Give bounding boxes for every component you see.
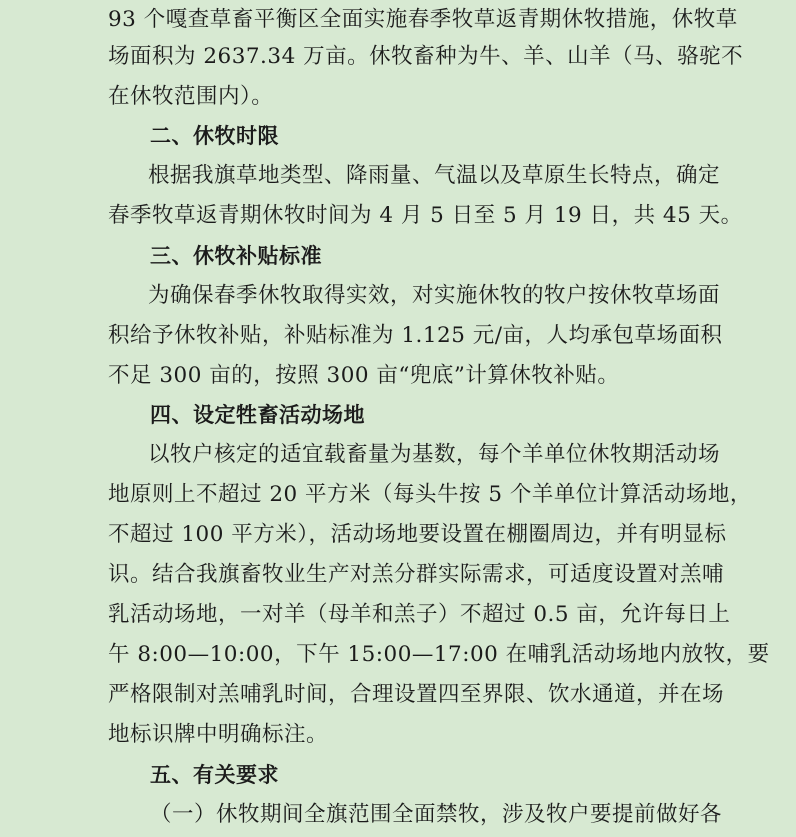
- section-heading-activity-area: 四、设定牲畜活动场地: [150, 403, 365, 427]
- paragraph-line: 识。结合我旗畜牧业生产对羔分群实际需求，可适度设置对羔哺: [108, 562, 725, 587]
- paragraph-line: 根据我旗草地类型、降雨量、气温以及草原生长特点，确定: [148, 163, 721, 188]
- paragraph-line: 乳活动场地，一对羊（母羊和羔子）不超过 0.5 亩，允许每日上: [108, 602, 731, 627]
- paragraph-line: 地标识牌中明确标注。: [108, 722, 329, 747]
- section-heading-subsidy: 三、休牧补贴标准: [150, 244, 322, 268]
- paragraph-line: 场面积为 2637.34 万亩。休牧畜种为牛、羊、山羊（马、骆驼不: [108, 44, 744, 69]
- paragraph-line: 午 8:00—10:00，下午 15:00—17:00 在哺乳活动场地内放牧，要: [108, 642, 770, 667]
- paragraph-line: （一）休牧期间全旗范围全面禁牧，涉及牧户要提前做好各: [150, 802, 723, 827]
- paragraph-line: 不足 300 亩的，按照 300 亩“兜底”计算休牧补贴。: [108, 363, 620, 388]
- paragraph-line: 在休牧范围内）。: [108, 84, 274, 109]
- section-heading-requirements: 五、有关要求: [150, 763, 279, 787]
- section-heading-period: 二、休牧时限: [150, 124, 279, 148]
- paragraph-line: 春季牧草返青期休牧时间为 4 月 5 日至 5 月 19 日，共 45 天。: [108, 203, 743, 228]
- paragraph-line: 以牧户核定的适宜载畜量为基数，每个羊单位休牧期活动场: [148, 442, 721, 467]
- paragraph-line: 地原则上不超过 20 平方米（每头牛按 5 个羊单位计算活动场地，: [108, 482, 752, 507]
- paragraph-line: 不超过 100 平方米），活动场地要设置在棚圈周边，并有明显标: [108, 522, 727, 547]
- paragraph-line: 积给予休牧补贴，补贴标准为 1.125 元/亩，人均承包草场面积: [108, 323, 723, 348]
- paragraph-line: 93 个嘎查草畜平衡区全面实施春季牧草返青期休牧措施，休牧草: [108, 7, 738, 32]
- paragraph-line: 为确保春季休牧取得实效，对实施休牧的牧户按休牧草场面: [148, 283, 721, 308]
- paragraph-line: 严格限制对羔哺乳时间，合理设置四至界限、饮水通道，并在场: [108, 682, 725, 707]
